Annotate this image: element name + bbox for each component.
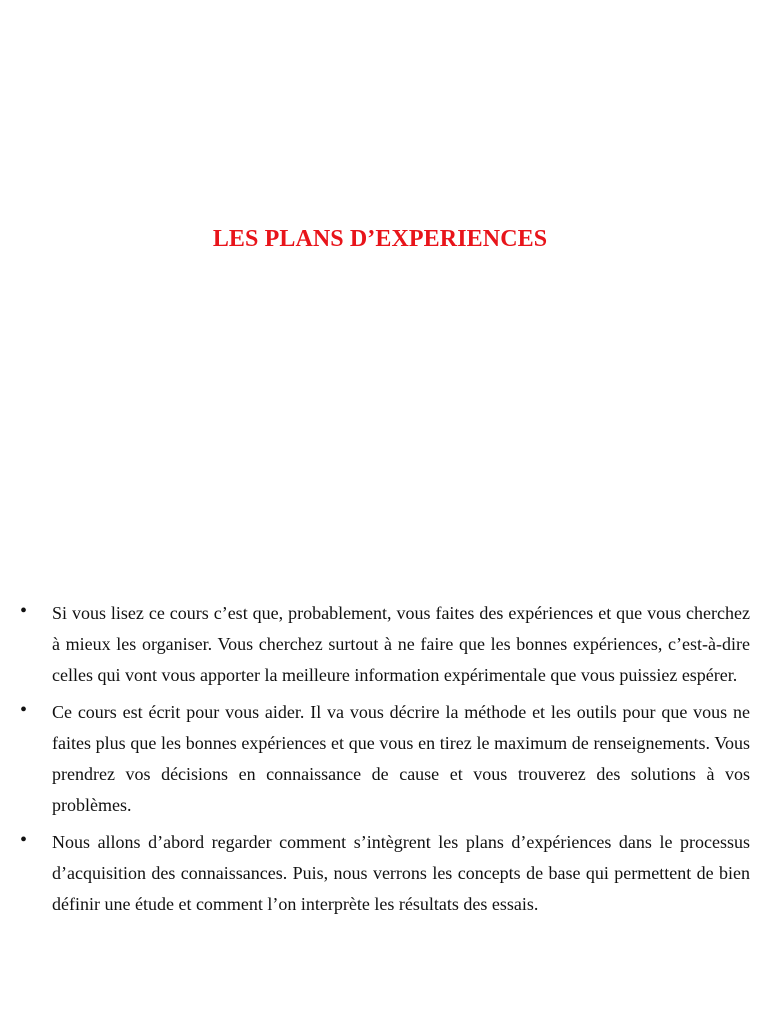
bullet-icon: • (20, 699, 28, 721)
list-item (20, 598, 750, 691)
page-title: LES PLANS D’EXPERIENCES (212, 226, 548, 252)
paragraph-text: Si vous lisez ce cours c’est que, probablement, vous faites des expériences et que vous cherchez à mieux les organiser. Vous cherchez surtout à ne faire que les bonnes expériences, c’est-à-dire celles qui vont vous apporter la meilleure information expérimentale que vous puissiez espérer. (52, 603, 750, 685)
bullet-icon: • (20, 600, 28, 622)
list-item (20, 697, 750, 821)
bullet-icon: • (20, 829, 28, 851)
paragraph-text: Ce cours est écrit pour vous aider. Il va vous décrire la méthode et les outils pour que vous ne faites plus que les bonnes expériences et que vous en tirez le maximum de renseignements. Vous prendrez vos décisions en connaissance de cause et vous trouverez des solutions à vos problèmes. (52, 702, 750, 815)
paragraph-text: Nous allons d’abord regarder comment s’intègrent les plans d’expériences dans le processus d’acquisition des connaissances. Puis, nous verrons les concepts de base qui permettent de bien définir une étude et comment l’on interprète les résultats des essais. (52, 832, 750, 914)
bullet-list (20, 598, 750, 926)
list-item (20, 827, 750, 920)
